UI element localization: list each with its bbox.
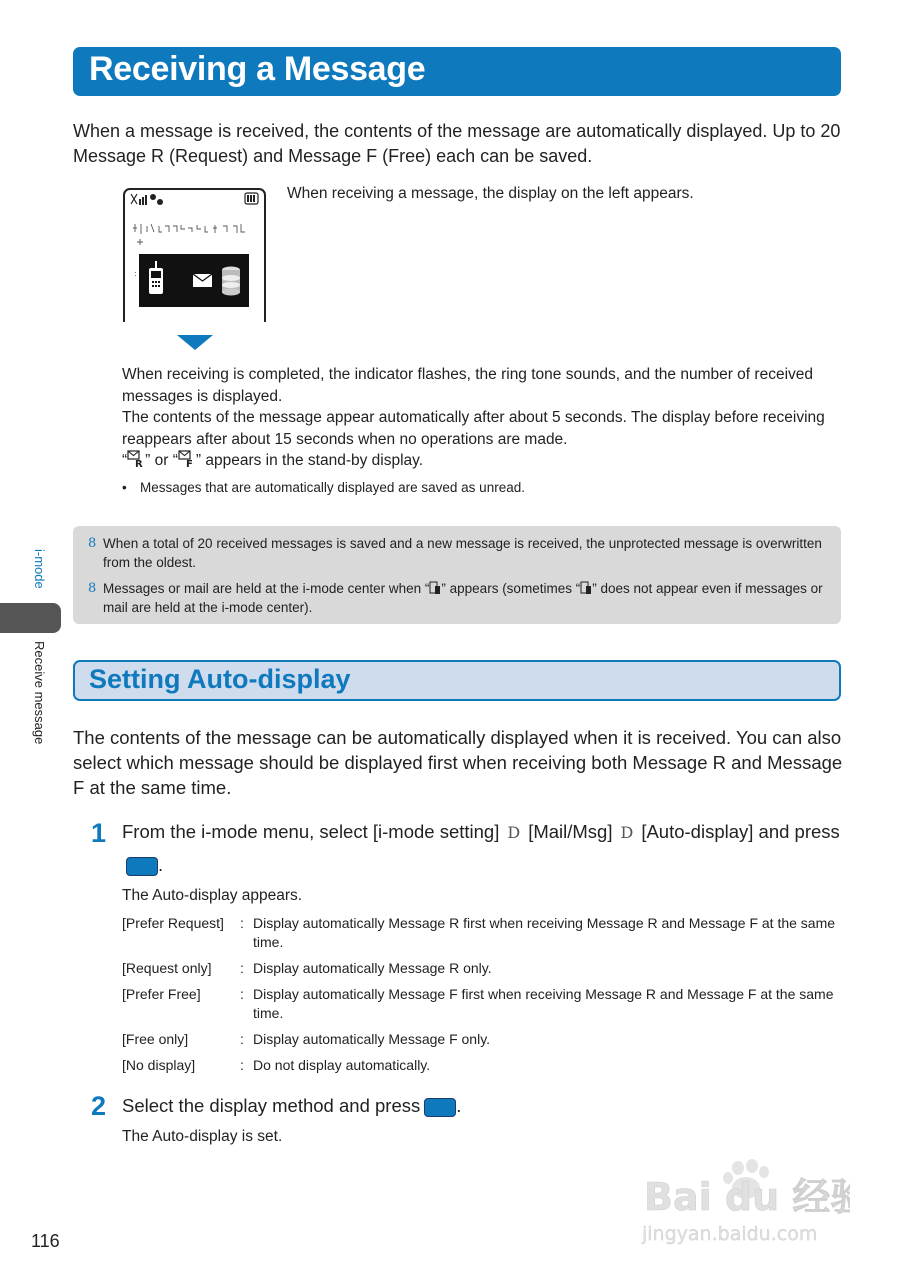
svg-text:Bai du 经验: Bai du 经验: [644, 1175, 850, 1219]
section-title: Setting Auto-display: [89, 664, 351, 694]
select-key-icon: [126, 857, 158, 876]
svg-text::: :: [134, 269, 137, 278]
receive-line-1: When receiving is completed, the indicator flashes, the ring tone sounds, and the number of received messages is displayed.: [122, 366, 814, 405]
step-2-instruction: Select the display method and press .: [122, 1095, 462, 1116]
server-icon: [222, 267, 240, 296]
section-header: [73, 660, 841, 701]
step-number: 1: [91, 818, 107, 848]
note-text: When a total of 20 received messages is saved and a new message is received, the unprotected message is overwritten from the oldest.: [103, 536, 822, 570]
bullet-dot: •: [122, 480, 127, 495]
option-row: [Request only] : Display automatically Message R only.: [122, 960, 492, 976]
arrow-right-icon: D: [507, 823, 521, 842]
bullet-text: Messages that are automatically displayed are saved as unread.: [140, 480, 525, 495]
side-tab-section: i-mode: [32, 549, 47, 589]
option-row: [Free only] : Display automatically Message F only.: [122, 1031, 491, 1047]
step-2-result: The Auto-display is set.: [122, 1128, 283, 1145]
option-row: [Prefer Free] : Display automatically Message F first when receiving Message R and Message F at the same time.: [122, 986, 834, 1021]
note-item: 8 Messages or mail are held at the i-mode center when “ ” appears (sometimes “ ” does not appear even if messages or mail are held at the i-mode center).: [88, 581, 823, 615]
down-arrow-icon: [177, 335, 213, 350]
section-intro: The contents of the message can be automatically displayed when it is received. You can also select which message should be displayed first when receiving both Message R and Message F at the same time.: [73, 727, 843, 798]
status-dot-icon: [150, 194, 156, 200]
step-1-instruction: From the i-mode menu, select [i-mode setting] D [Mail/Msg] D [Auto-display] and press .: [122, 821, 840, 875]
svg-text:jingyan.baidu.com: jingyan.baidu.com: [642, 1223, 818, 1245]
step-number: 2: [91, 1091, 107, 1121]
bullet-item: [122, 480, 525, 495]
phone-screen-graphic: [125, 190, 264, 322]
watermark-logo: [640, 1158, 850, 1248]
envelope-icon: [193, 274, 212, 287]
receive-line-2: The contents of the message appear automatically after about 5 seconds. The display before receiving reappears after about 15 seconds when no operations are made.: [122, 409, 825, 448]
message-r-icon: [127, 450, 145, 468]
receive-line-3: “ R ” or “ F ” appears in the stand-by display.: [122, 452, 424, 469]
arrow-right-icon: D: [620, 823, 634, 842]
note-item: [88, 534, 835, 572]
page-title-bar: [73, 47, 841, 96]
note-mark-icon: 8: [88, 536, 97, 551]
screen-text-row: [133, 224, 245, 245]
side-tab-chapter: Receive message: [32, 641, 47, 745]
antenna-icon: [131, 194, 147, 205]
center-message-icon: [580, 581, 592, 595]
receive-description: [122, 364, 844, 472]
option-row: [No display] : Do not display automatically.: [122, 1057, 431, 1073]
svg-text:R: R: [135, 459, 143, 468]
battery-icon: [245, 193, 258, 204]
options-list: [122, 914, 844, 1082]
note-box: [73, 526, 841, 624]
intro-paragraph: When a message is received, the contents of the message are automatically displayed. Up to 20 Message R (Request) and Message F (Free) each can be saved.: [73, 121, 841, 166]
select-key-icon: [424, 1098, 456, 1117]
screen-caption: When receiving a message, the display on the left appears.: [287, 185, 694, 202]
receiving-animation-panel: [139, 254, 249, 307]
note-mark-icon: 8: [88, 581, 97, 596]
center-message-icon: [429, 581, 441, 595]
phone-screen-illustration: [123, 188, 266, 322]
side-tab-marker: [0, 603, 61, 633]
message-f-icon: [178, 450, 196, 468]
baidu-paw-icon: [640, 1158, 850, 1248]
svg-text:F: F: [185, 459, 193, 468]
page-title: Receiving a Message: [89, 50, 426, 88]
step-1-result: The Auto-display appears.: [122, 887, 303, 904]
option-row: [Prefer Request] : Display automatically Message R first when receiving Message R and Message F at the same time.: [122, 915, 836, 950]
page-number: 116: [31, 1231, 60, 1251]
status-dot-icon: [157, 199, 163, 205]
